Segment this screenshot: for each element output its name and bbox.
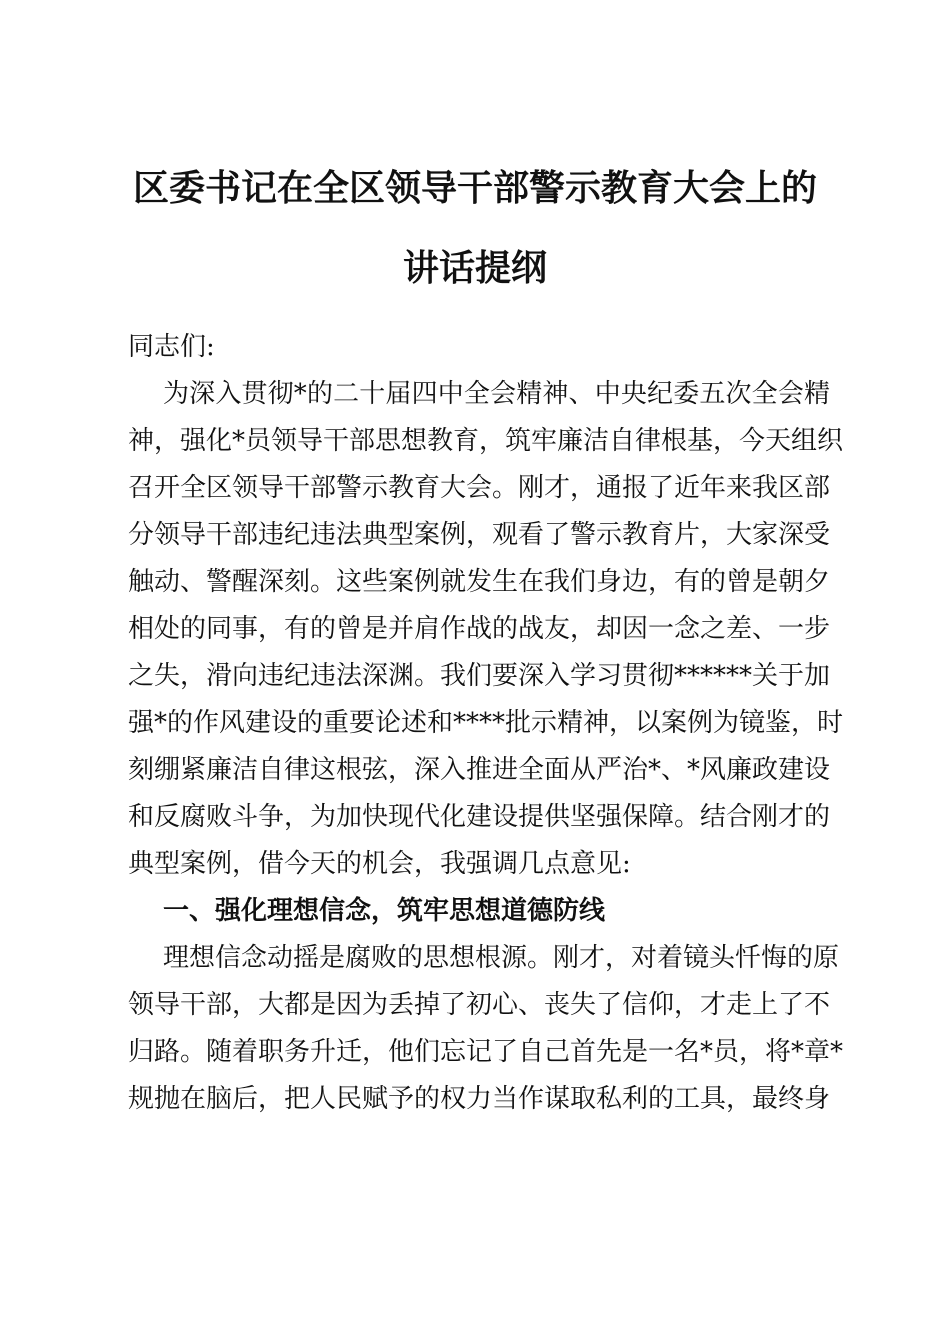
section-heading-1: 一、强化理想信念，筑牢思想道德防线 xyxy=(163,896,606,926)
text-line: 触动、警醒深刻。这些案例就发生在我们身边，有的曾是朝夕 xyxy=(128,567,831,597)
text-line: 规抛在脑后，把人民赋予的权力当作谋取私利的工具，最终身 xyxy=(128,1084,831,1114)
text-line: 之失，滑向违纪违法深渊。我们要深入学习贯彻******关于加 xyxy=(128,661,831,691)
text-line: 领导干部，大都是因为丢掉了初心、丧失了信仰，才走上了不 xyxy=(128,990,831,1020)
text-line: 理想信念动摇是腐败的思想根源。刚才，对着镜头忏悔的原 xyxy=(163,943,840,973)
salutation: 同志们: xyxy=(128,332,215,362)
text-line: 召开全区领导干部警示教育大会。刚才，通报了近年来我区部 xyxy=(128,473,831,503)
text-line: 相处的同事，有的曾是并肩作战的战友，却因一念之差、一步 xyxy=(128,614,831,644)
paragraph-intro xyxy=(128,371,844,888)
document-title-line-2: 讲话提纲 xyxy=(402,247,547,289)
text-line: 神，强化*员领导干部思想教育，筑牢廉洁自律根基，今天组织 xyxy=(128,426,844,456)
text-line: 典型案例，借今天的机会，我强调几点意见: xyxy=(128,849,631,879)
text-line: 刻绷紧廉洁自律这根弦，深入推进全面从严治*、*风廉政建设 xyxy=(128,755,831,785)
text-line: 分领导干部违纪违法典型案例，观看了警示教育片，大家深受 xyxy=(128,520,831,550)
text-line: 和反腐败斗争，为加快现代化建设提供坚强保障。结合刚才的 xyxy=(128,802,831,832)
document-body xyxy=(128,324,844,1123)
document-title-line-1: 区委书记在全区领导干部警示教育大会上的 xyxy=(132,167,817,209)
text-line: 归路。随着职务升迁，他们忘记了自己首先是一名*员，将*章* xyxy=(128,1037,844,1067)
text-line: 强*的作风建设的重要论述和****批示精神，以案例为镜鉴，时 xyxy=(128,708,844,738)
text-line: 为深入贯彻*的二十届四中全会精神、中央纪委五次全会精 xyxy=(163,379,830,409)
paragraph-section-1 xyxy=(128,935,844,1123)
